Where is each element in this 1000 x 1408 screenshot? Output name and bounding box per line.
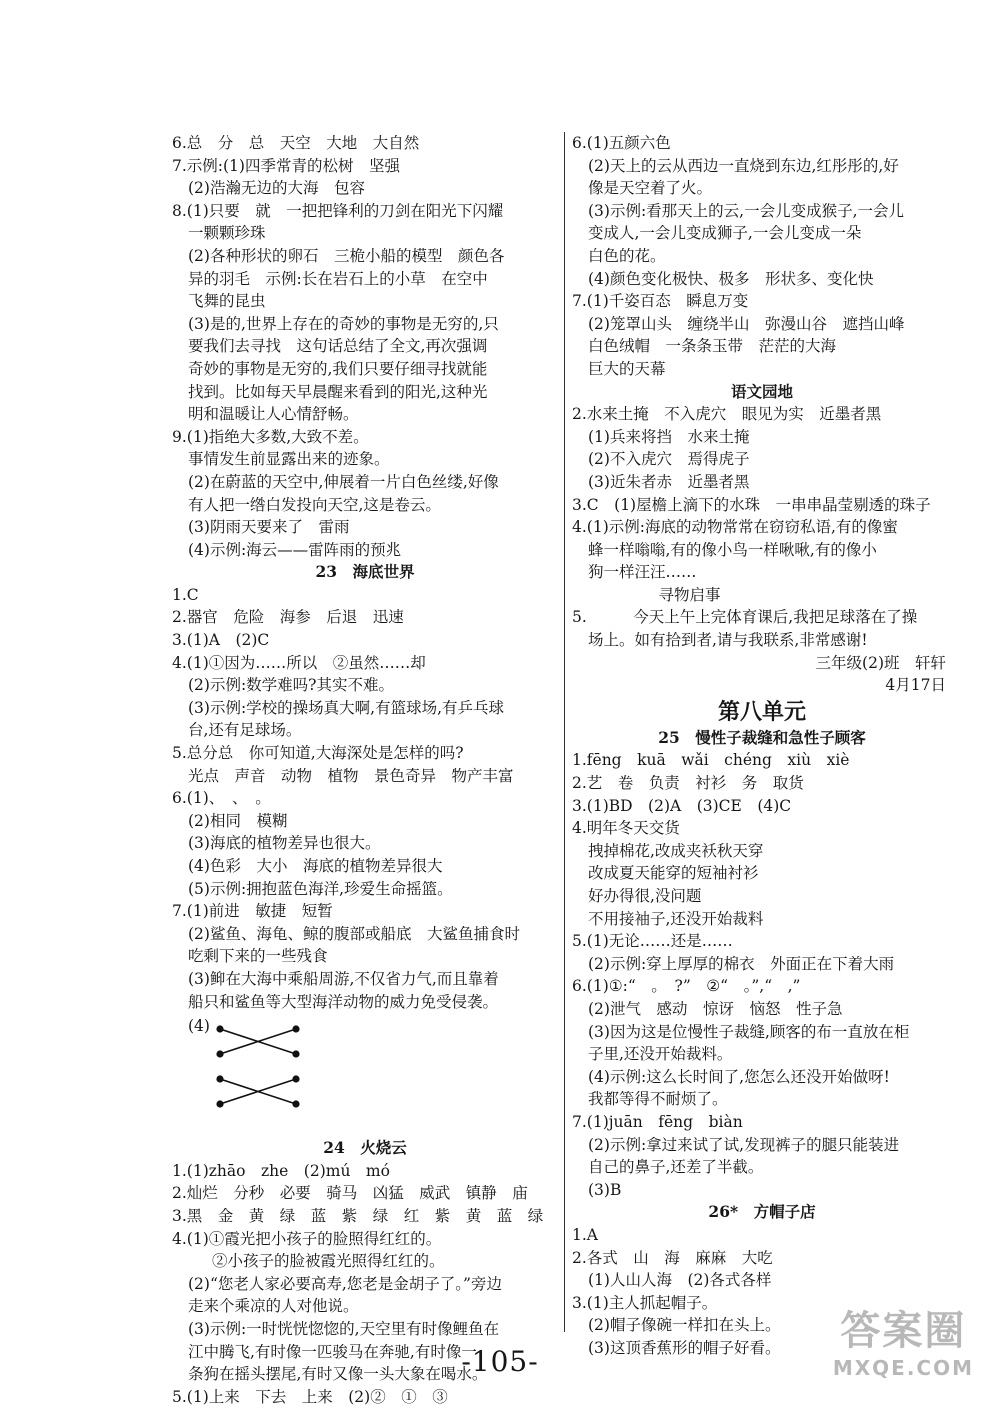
answer-line: 6.(1)、 、 。: [172, 789, 271, 808]
answer-line: (1)人山人海 (2)各式各样: [588, 1271, 772, 1290]
answer-line: (2)帽子像碗一样扣在头上。: [588, 1316, 781, 1335]
matching-dot: [292, 1026, 299, 1033]
matching-dot: [216, 1076, 223, 1083]
answer-line: 台,还有足球场。: [188, 721, 302, 740]
answer-line: (4)色彩 大小 海底的植物差异很大: [188, 857, 443, 875]
answer-line: 2.各式 山 海 麻麻 大吃: [572, 1248, 773, 1267]
answer-line: 4月17日: [885, 676, 946, 695]
answer-line: (2)相同 模糊: [188, 811, 288, 830]
matching-label: (4): [188, 1017, 210, 1036]
answer-line: 3.(1)主人抓起帽子。: [572, 1293, 718, 1312]
answer-line: (3)示例:学校的操场真大啊,有篮球场,有乒乓球: [188, 698, 505, 717]
answer-line: 吃剩下来的一些残食: [188, 947, 328, 966]
answer-line: 4.(1)①霞光把小孩子的脸照得红红的。: [172, 1229, 442, 1248]
answer-line: (3)海底的植物差异也很大。: [188, 834, 381, 853]
answer-line: 走来个乘凉的人对他说。: [188, 1297, 359, 1316]
answer-line: (3)近朱者赤 近墨者黑: [588, 472, 750, 491]
matching-dot: [292, 1076, 299, 1083]
answer-line: 变成人,一会儿变成狮子,一会儿变成一朵: [588, 224, 862, 243]
answer-line: 条狗在摇头摆尾,有时又像一头大象在喝水。: [188, 1365, 488, 1384]
answer-line: (3)示例:看那天上的云,一会儿变成猴子,一会儿: [588, 201, 905, 220]
answer-line: 6.总 分 总 天空 大地 大自然: [172, 134, 420, 152]
answer-line: 4.明年冬天交货: [572, 819, 680, 838]
matching-dot: [216, 1051, 223, 1058]
answer-line: 船只和鲨鱼等大型海洋动物的威力免受侵袭。: [188, 992, 499, 1011]
right-column: [572, 132, 952, 1359]
answer-line: 9.(1)指绝大多数,大致不差。: [172, 427, 369, 446]
section-heading: 24 火烧云: [323, 1138, 407, 1158]
section-heading: 25 慢性子裁缝和急性子顾客: [658, 727, 866, 747]
answer-line: (2)笼罩山头 缠绕半山 弥漫山谷 遮挡山峰: [588, 314, 905, 333]
answer-line: (2)在蔚蓝的天空中,伸展着一片白色丝缕,好像: [188, 472, 499, 491]
matching-dot: [216, 1101, 223, 1108]
answer-line: 6.(1)①:“ 。 ?” ②“ 。”,“ ,”: [572, 977, 801, 996]
page-number: -105-: [461, 1345, 539, 1378]
answer-line: 1.(1)zhāo zhe (2)mú mó: [172, 1161, 390, 1180]
answer-line: (3)䲟在大海中乘船周游,不仅省力气,而且靠着: [188, 969, 499, 988]
matching-dot: [292, 1101, 299, 1108]
answer-line: (4)颜色变化极快、极多 形状多、变化快: [588, 269, 874, 288]
section-heading: 23 海底世界: [315, 562, 415, 582]
answer-line: 5.(1)上来 下去 上来 (2)② ① ③: [172, 1387, 448, 1406]
answer-line: (4)示例:这么长时间了,您怎么还没开始做呀!: [588, 1067, 890, 1086]
answer-line: 像是天空着了火。: [588, 179, 713, 198]
answer-line: 明和温暖让人心情舒畅。: [188, 405, 359, 424]
unit-heading: 第八单元: [717, 698, 806, 725]
answer-line: (2)示例:穿上厚厚的棉衣 外面正在下着大雨: [588, 954, 895, 973]
answer-line: 巨大的天幕: [588, 359, 666, 378]
answer-line: 7.示例:(1)四季常青的松树 坚强: [172, 156, 400, 175]
answer-line: (3)阴雨天要来了 雷雨: [188, 518, 350, 537]
answer-line: 找到。比如每天早晨醒来看到的阳光,这种光: [188, 382, 488, 401]
answer-line: (3)示例:一时恍恍惚惚的,天空里有时像鲤鱼在: [188, 1319, 500, 1338]
answer-line: 场上。如有拾到者,请与我联系,非常感谢!: [588, 631, 868, 650]
answer-line: 2.水来土掩 不入虎穴 眼见为实 近墨者黑: [572, 405, 882, 424]
answer-line: (3)是的,世界上存在的奇妙的事物是无穷的,只: [188, 314, 499, 333]
answer-line: 5.(1)无论……还是……: [572, 932, 733, 951]
answer-line: 我都等得不耐烦了。: [588, 1090, 728, 1109]
answer-line: (2)不入虎穴 焉得虎子: [588, 450, 750, 469]
answer-line: 飞舞的昆虫: [188, 292, 266, 311]
answer-line: (2)“您老人家必要高寿,您老是金胡子了。”旁边: [188, 1274, 502, 1293]
answer-line: 7.(1)千姿百态 瞬息万变: [572, 292, 749, 311]
answer-line: 3.(1)BD (2)A (3)CE (4)C: [572, 796, 792, 815]
answer-line: 要我们去寻找 这句话总结了全文,再次强调: [188, 337, 488, 356]
answer-line: 子里,还没开始裁料。: [588, 1045, 733, 1064]
watermark-url-text: MXQE.COM: [832, 1356, 974, 1380]
answer-line: 异的羽毛 示例:长在岩石上的小草 在空中: [188, 269, 488, 288]
answer-line: (2)各种形状的卵石 三桅小船的模型 颜色各: [188, 246, 505, 265]
answer-line: (2)示例:数学难吗?其实不难。: [188, 676, 394, 695]
answer-line: (2)示例:拿过来试了试,发现裤子的腿只能装进: [588, 1135, 900, 1154]
answer-line: 7.(1)前进 敏捷 短暂: [172, 902, 333, 921]
column-divider: [564, 132, 565, 1332]
answer-line: 3.(1)A (2)C: [172, 631, 270, 650]
answer-line: (3)这顶香蕉形的帽子好看。: [588, 1338, 781, 1357]
answer-line: 狗一样汪汪……: [588, 563, 697, 582]
answer-line: 3.C (1)屋檐上滴下的水珠 一串串晶莹剔透的珠子: [572, 495, 931, 514]
answer-line: (2)鲨鱼、海龟、鲸的腹部或船底 大鲨鱼捕食时: [188, 924, 520, 943]
answer-line: 1.C: [172, 585, 199, 604]
answer-line: 事情发生前显露出来的迹象。: [188, 450, 390, 469]
answer-line: (4)示例:海云——雷阵雨的预兆: [188, 540, 402, 559]
answer-line: (2)天上的云从西边一直烧到东边,红彤彤的,好: [588, 156, 899, 175]
answer-line: 白色绒帽 一条条玉带 茫茫的大海: [588, 337, 837, 356]
answer-line: 1.fēng kuā wǎi chéng xiù xiè: [572, 751, 850, 770]
answer-line: 奇妙的事物是无穷的,我们只要仔细寻找就能: [188, 359, 488, 378]
answer-line: 8.(1)只要 就 一把把锋利的刀剑在阳光下闪耀: [172, 201, 504, 220]
answer-line: 一颗颗珍珠: [188, 224, 266, 243]
answer-line: 蜂一样嗡嗡,有的像小鸟一样啾啾,有的像小: [588, 540, 877, 559]
answer-line: 3.黑 金 黄 绿 蓝 紫 绿 红 紫 黄 蓝 绿: [172, 1206, 544, 1225]
answer-line: 4.(1)示例:海底的动物常常在窃窃私语,有的像蜜: [572, 518, 898, 537]
answer-line: 2.艺 卷 负责 衬衫 务 取货: [572, 774, 804, 793]
section-heading: 26* 方帽子店: [708, 1202, 816, 1222]
answer-line: 三年级(2)班 轩轩: [815, 653, 946, 672]
answer-line: (2)泄气 感动 惊讶 恼怒 性子急: [588, 999, 843, 1018]
matching-lines-diagram: [216, 1021, 306, 1131]
answer-line: 寻物启事: [612, 585, 721, 604]
answer-line: 4.(1)①因为……所以 ②虽然……却: [172, 653, 426, 672]
left-column: [172, 132, 558, 1408]
answer-line: 2.器官 危险 海参 后退 迅速: [172, 608, 404, 627]
answer-line: 好办得很,没问题: [588, 887, 702, 905]
matching-dot: [292, 1051, 299, 1058]
answer-line: 5.总分总 你可知道,大海深处是怎样的吗?: [172, 744, 464, 763]
answer-line: 2.灿烂 分秒 必要 骑马 凶猛 威武 镇静 庙: [172, 1184, 528, 1203]
answer-line: (2)浩瀚无边的大海 包容: [188, 179, 365, 198]
matching-dot: [216, 1026, 223, 1033]
answer-line: 拽掉棉花,改成夹袄秋天穿: [588, 841, 764, 860]
answer-line: 有人把一绺白发投向天空,这是卷云。: [188, 495, 441, 514]
answer-line: (3)因为这是位慢性子裁缝,顾客的布一直放在柜: [588, 1022, 910, 1041]
answer-line: 江中腾飞,有时像一匹骏马在奔驰,有时像一: [188, 1342, 477, 1361]
answer-line: ②小孩子的脸被霞光照得红红的。: [212, 1252, 445, 1271]
answer-line: 7.(1)juān fēng biàn: [572, 1112, 743, 1131]
answer-line: 5. 今天上午上完体育课后,我把足球落在了操: [572, 608, 918, 627]
answer-line: 6.(1)五颜六色: [572, 134, 671, 152]
watermark-main-text: 答案圈: [840, 1307, 967, 1354]
answer-line: 光点 声音 动物 植物 景色奇异 物产丰富: [188, 766, 514, 785]
answer-line: (5)示例:拥抱蓝色海洋,珍爱生命摇篮。: [188, 879, 453, 898]
answer-line: 自己的鼻子,还差了半截。: [588, 1158, 764, 1177]
answer-line: 改成夏天能穿的短袖衬衫: [588, 864, 759, 883]
answer-line: (3)B: [588, 1180, 622, 1199]
answer-line: 1.A: [572, 1225, 598, 1244]
watermark-logo: [833, 1299, 974, 1380]
answer-line: 白色的花。: [588, 246, 666, 265]
answer-line: (1)兵来将挡 水来土掩: [588, 427, 750, 446]
matching-exercise: [172, 1013, 558, 1137]
section-heading: 语文园地: [730, 381, 793, 401]
answer-line: 不用接袖子,还没开始裁料: [588, 909, 764, 928]
